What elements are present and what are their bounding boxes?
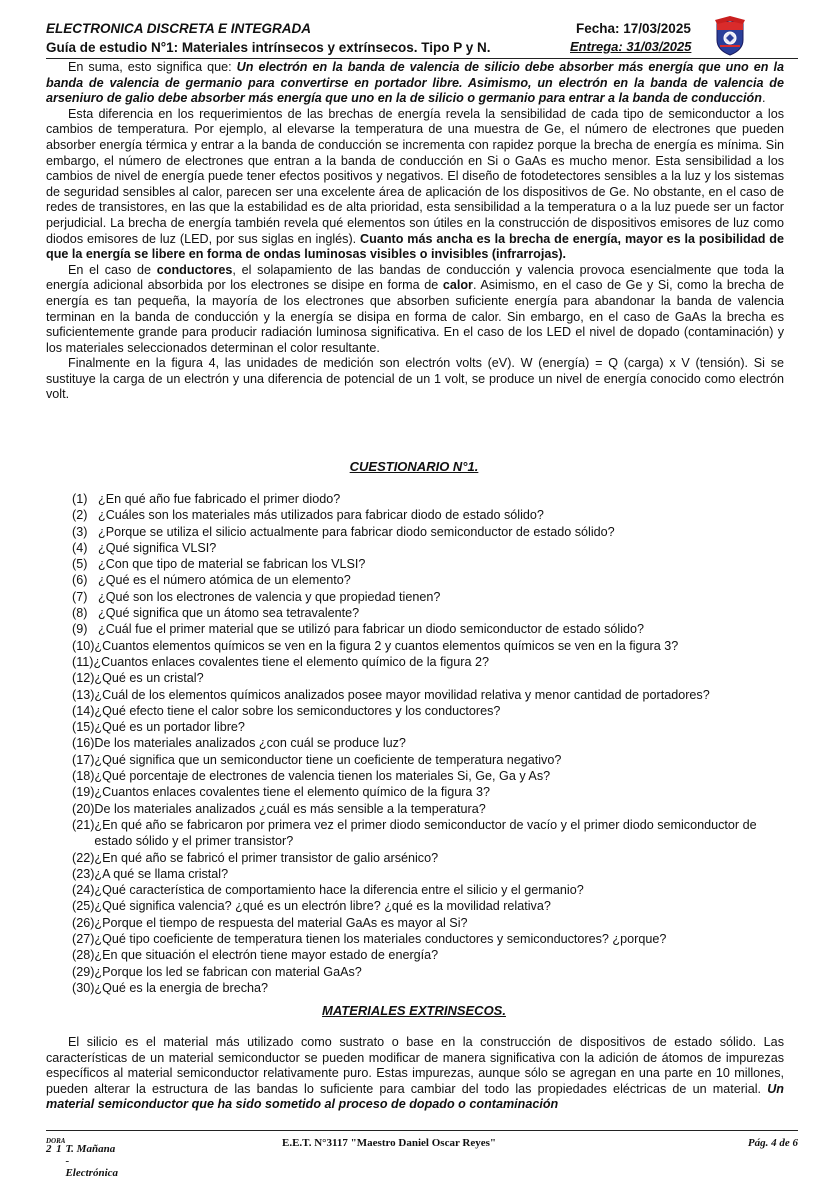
question-item: [72, 801, 792, 817]
emphasis-text: conductores: [156, 262, 233, 277]
footer-text: 2: [46, 1143, 52, 1155]
footer-course: [46, 1137, 119, 1179]
question-item: [72, 898, 792, 914]
paragraph-text: En el caso de: [68, 262, 157, 277]
question-item: [72, 507, 792, 523]
question-text: ¿En qué año fue fabricado el primer diodo?: [98, 492, 341, 506]
question-text: ¿Cuantos enlaces covalentes tiene el elemento químico de la figura 3?: [94, 785, 490, 800]
question-number: (2): [72, 508, 88, 523]
footer-text: RA: [56, 1137, 66, 1145]
paragraph: [46, 60, 784, 107]
paragraph-text: Finalmente en la figura 4, las unidades de medición son electrón volts (eV). W (energía) = Q (carga) x V (tensión). Si se sustituye la carga de un electrón y una diferencia de potencial de un 1 volt, se produce un nivel de energía conocido como electrón volt.: [46, 356, 784, 402]
footer-text: 1: [56, 1143, 62, 1155]
question-item: [72, 638, 792, 654]
question-item: [72, 768, 792, 784]
page-header: [46, 18, 798, 59]
question-number: (10): [72, 638, 95, 653]
question-number: (16): [72, 736, 95, 751]
question-number: (22): [72, 850, 95, 865]
question-number: (9): [72, 622, 88, 637]
question-text: ¿Qué es el número atómica de un elemento?: [98, 573, 351, 588]
question-item: [72, 850, 792, 866]
question-number: (5): [72, 557, 88, 572]
footer-text: T. Mañana - Electrónica: [65, 1143, 119, 1179]
question-text: ¿Qué es un cristal?: [94, 671, 204, 686]
question-text: ¿Porque los led se fabrican con material GaAs?: [94, 964, 362, 979]
question-number: (14): [72, 703, 95, 718]
question-text: ¿Qué es la energia de brecha?: [94, 980, 269, 995]
question-number: (7): [72, 589, 88, 604]
due-date: Entrega: 31/03/2025: [570, 39, 692, 54]
question-text: ¿Cuál fue el primer material que se utilizó para fabricar un diodo semiconductor de estado sólido?: [98, 622, 645, 637]
question-number: (29): [72, 964, 95, 979]
extrinsic-text: [46, 1035, 784, 1113]
question-text: ¿En qué año se fabricó el primer transistor de galio arsénico?: [94, 850, 439, 865]
question-item: [72, 784, 792, 800]
question-text: ¿Qué son los electrones de valencia y que propiedad tienen?: [98, 589, 441, 604]
question-number: (19): [72, 785, 95, 800]
question-number: (17): [72, 752, 95, 767]
question-text: ¿Qué significa valencia? ¿qué es un electrón libre? ¿qué es la movilidad relativa?: [94, 899, 551, 914]
question-item: [72, 654, 792, 670]
question-text: ¿Qué porcentaje de electrones de valencia tienen los materiales Si, Ge, Ga y As?: [94, 769, 551, 784]
question-text: ¿Qué es un portador libre?: [94, 720, 245, 735]
question-number: (20): [72, 801, 95, 816]
emphasis-text: Cuanto más ancha es la brecha de energía, mayor es la posibilidad de que la energía se libere en forma de ondas luminosas visibles o invisibles (infrarrojas).: [46, 231, 784, 262]
question-number: (18): [72, 769, 95, 784]
question-text: ¿En qué año se fabricaron por primera vez el primer diodo semiconductor de vacío y el primer diodo semiconductor de estado sólido y el primer transistor?: [94, 817, 757, 849]
section-title: MATERIALES EXTRINSECOS.: [322, 1003, 506, 1018]
question-item: [72, 980, 792, 996]
question-text: ¿Qué significa que un semiconductor tiene un coeficiente de temperatura negativo?: [94, 752, 562, 767]
paragraph-text: .: [761, 91, 766, 106]
question-number: (12): [72, 671, 95, 686]
question-number: (13): [72, 687, 95, 702]
paragraph: [46, 356, 784, 403]
question-number: (21): [72, 817, 95, 832]
paragraph-text: . Asimismo, en el caso de Ge y Si, como la brecha de energía es tan pequeña, la mayoría de los electrones que absorben suficiente energía para abandonar la banda de valencia terminan en la banda de conducción y la energía se disipa en forma de calor. Sin embargo, en el caso de GaAs la brecha es suficientemente grande para producir radiación luminosa significativa. En el caso de los LED el nivel de dopado (contaminación) y los materiales seleccionados determinan el color resultante.: [46, 278, 785, 355]
paragraph: [46, 263, 784, 357]
question-text: De los materiales analizados ¿cuál es más sensible a la temperatura?: [94, 801, 486, 816]
question-item: [72, 540, 792, 556]
footer-text: DO: [46, 1137, 57, 1145]
question-text: ¿Con que tipo de material se fabrican los VLSI?: [98, 557, 366, 572]
question-item: [72, 670, 792, 686]
emphasis-text: Un material semiconductor que ha sido sometido al proceso de dopado o contaminación: [46, 1081, 784, 1112]
question-item: [72, 866, 792, 882]
issue-date: Fecha: 17/03/2025: [576, 21, 691, 36]
question-item: [72, 882, 792, 898]
paragraph-text: En suma, esto significa que:: [68, 60, 237, 74]
question-text: ¿Porque se utiliza el silicio actualmente para fabricar diodo semiconductor de estado sólido?: [98, 524, 615, 539]
questionnaire-list: [72, 491, 792, 996]
question-number: (4): [72, 540, 88, 555]
question-number: (11): [72, 654, 94, 669]
course-title: ELECTRONICA DISCRETA E INTEGRADA: [46, 21, 312, 36]
question-text: ¿Qué significa que un átomo sea tetravalente?: [98, 606, 360, 621]
question-number: (23): [72, 866, 95, 881]
question-number: (6): [72, 573, 88, 588]
question-item: [72, 572, 792, 588]
question-item: [72, 605, 792, 621]
question-number: (1): [72, 492, 88, 506]
question-item: [72, 524, 792, 540]
question-item: [72, 752, 792, 768]
guide-title: Guía de estudio N°1: Materiales intrínsecos y extrínsecos. Tipo P y N.: [46, 40, 491, 55]
question-number: (25): [72, 899, 95, 914]
question-text: ¿En que situación el electrón tiene mayor estado de energía?: [94, 948, 439, 963]
page-footer: [46, 1130, 798, 1179]
question-number: (15): [72, 720, 95, 735]
question-item: [72, 687, 792, 703]
question-text: ¿Qué efecto tiene el calor sobre los semiconductores y los conductores?: [94, 703, 501, 718]
paragraph: [46, 107, 784, 263]
question-number: (28): [72, 948, 95, 963]
question-item: [72, 491, 792, 507]
question-item: [72, 556, 792, 572]
paragraph: [46, 1035, 784, 1113]
paragraph-text: , el solapamiento de las bandas de conducción y valencia provoca esencialmente que toda la energía adicional absorbida por los electrones se disipe en forma de: [46, 262, 784, 293]
question-number: (30): [72, 980, 95, 995]
question-number: (26): [72, 915, 95, 930]
question-text: ¿Qué característica de comportamiento hace la diferencia entre el silicio y el germanio?: [94, 883, 584, 898]
question-number: (27): [72, 932, 95, 947]
question-text: De los materiales analizados ¿con cuál se produce luz?: [94, 736, 406, 751]
question-text: ¿Qué tipo coeficiente de temperatura tienen los materiales conductores y semiconductores? ¿porque?: [94, 932, 667, 947]
question-item: [72, 589, 792, 605]
intro-text: [46, 60, 784, 403]
question-item: [72, 915, 792, 931]
question-text: ¿Cuantos enlaces covalentes tiene el elemento químico de la figura 2?: [93, 654, 490, 669]
question-number: (24): [72, 883, 95, 898]
question-number: (3): [72, 524, 88, 539]
question-item: [72, 817, 792, 850]
questionnaire-title: CUESTIONARIO N°1.: [349, 459, 479, 474]
paragraph-text: El silicio es el material más utilizado como sustrato o base en la construcción de dispositivos de estado sólido. Las características de un material semiconductor se pueden modificar de manera significativa con la adición de átomos de impurezas específicos al material semiconductor relativamente puro. Estas impurezas, aunque sólo se agregan en una parte en 10 millones, pueden alterar la estructura de las bandas lo suficiente para cambiar del todo las propiedades eléctricas de un material.: [46, 1035, 784, 1096]
question-text: ¿Qué significa VLSI?: [98, 540, 217, 555]
question-item: [72, 931, 792, 947]
paragraph-text: Esta diferencia en los requerimientos de las brechas de energía revela la sensibilidad de cada tipo de semiconductor a los cambios de temperatura. Por ejemplo, al elevarse la temperatura de una muestra de Ge, el número de electrones que pueden absorber energía térmica y entrar a la banda de conducción se incrementa con rapidez porque la brecha de energía es mínima. Sin embargo, el número de electrones que entran a la banda de conducción en Si o GaAs es mucho menor. Esta sensibilidad a los cambios de nivel de energía puede tener efectos positivos y negativos. El diseño de fotodetectores sensibles a la luz y los sistemas de seguridad sensibles al calor, parecen ser una excelente área de aplicación de los dispositivos de Ge. No obstante, en el caso de redes de transistores, en las que la estabilidad es de alta prioridad, esta sensibilidad a la temperatura o a la luz puede ser un factor perjudicial. La brecha de energía también revela qué elementos son útiles en la construcción de dispositivos emisores de luz como diodos emisores de luz (LED, por sus siglas en inglés).: [46, 106, 784, 246]
question-item: [72, 719, 792, 735]
footer-school: E.E.T. N°3117 "Maestro Daniel Oscar Reyes": [282, 1137, 496, 1149]
question-number: (8): [72, 606, 88, 621]
question-text: ¿Cuál de los elementos químicos analizados posee mayor movilidad relativa y menor cantidad de portadores?: [94, 687, 710, 702]
question-text: ¿Cuantos elementos químicos se ven en la figura 2 y cuantos elementos químicos se ven en la figura 3?: [94, 638, 679, 653]
emphasis-text: Un electrón en la banda de valencia de silicio debe absorber más energía que uno en la banda de valencia de germanio para convertirse en portador libre. Asimismo, un electrón en la banda de valencia de arseniuro de galio debe absorber más energía que uno en la de silicio o germanio para entrar a la banda de conducción: [46, 60, 784, 106]
question-text: ¿Cuáles son los materiales más utilizados para fabricar diodo de estado sólido?: [98, 508, 544, 523]
question-text: ¿A qué se llama cristal?: [94, 866, 229, 881]
question-item: [72, 621, 792, 637]
question-item: [72, 703, 792, 719]
question-item: [72, 964, 792, 980]
question-item: [72, 947, 792, 963]
question-item: [72, 735, 792, 751]
emphasis-text: calor: [442, 278, 473, 293]
footer-page-number: Pág. 4 de 6: [747, 1137, 798, 1149]
question-text: ¿Porque el tiempo de respuesta del material GaAs es mayor al Si?: [94, 915, 468, 930]
school-crest-icon: [714, 16, 746, 56]
